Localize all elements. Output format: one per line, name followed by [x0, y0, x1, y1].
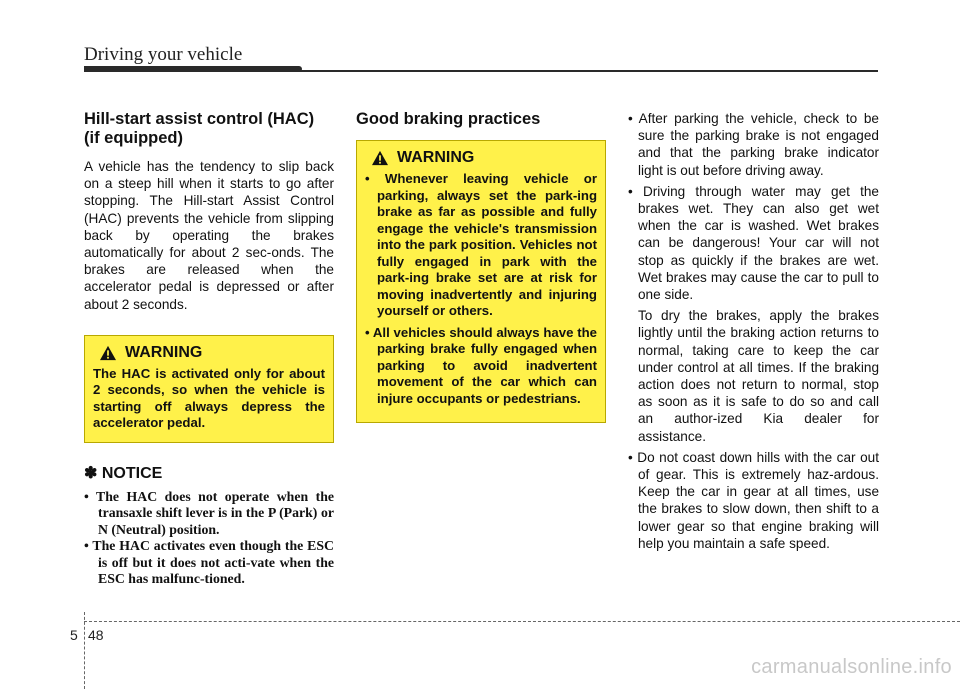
- list-item-text: • Do not coast down hills with the car out of gear. This is extremely haz-ardous. Keep the car in gear at all times, use the brakes to slow down, then shift to a lower gear so that engine braking will help you maintain a safe speed.: [628, 449, 879, 551]
- braking-heading: Good braking practices: [356, 110, 541, 128]
- page-number: 48: [88, 627, 104, 643]
- list-item-subparagraph: To dry the brakes, apply the brakes lightly until the braking action returns to normal, taking care to keep the car under control at all times. If the braking action does not return to normal, stop as soon as it is safe to do so and call an author-ized Kia dealer for assistance.: [638, 308, 879, 444]
- footer-rule: [84, 621, 960, 622]
- chapter-number: 5: [70, 627, 78, 643]
- list-item-text: • After parking the vehicle, check to be sure the parking brake is not engaged and that the parking brake indicator light is out before driving away.: [628, 111, 879, 178]
- list-item: [624, 110, 879, 179]
- braking-warning-box: [356, 140, 606, 423]
- section-title: Driving your vehicle: [84, 44, 243, 65]
- hac-warning-header: [99, 344, 325, 362]
- header-rule-thin: [84, 70, 878, 72]
- warning-triangle-icon: [371, 150, 389, 166]
- braking-warning-title: WARNING: [397, 149, 475, 166]
- hac-warning-text: The HAC is activated only for about 2 seconds, so when the vehicle is starting off always depress the accelerator pedal.: [93, 365, 325, 431]
- list-item-text: • Driving through water may get the brakes wet. They can also get wet when the car is washed. Wet brakes can be dangerous! Your car will not stop as quickly if the brakes are wet. Wet brakes may cause the car to pull to one side.: [628, 183, 879, 303]
- column-braking-tips: [624, 110, 879, 556]
- hac-heading: Hill-start assist control (HAC) (if equipped): [84, 110, 315, 147]
- warning-item: • Whenever leaving vehicle or parking, always set the park-ing brake as far as possible and fully engage the vehicle's transmission into the park position. Vehicles not fully engaged in park with the park-ing brake set are at risk for moving inadvertently and injuring yourself or others.: [365, 171, 597, 318]
- watermark: carmanualsonline.info: [751, 656, 952, 678]
- warning-triangle-icon: [99, 345, 117, 361]
- list-item: [624, 449, 879, 552]
- braking-warning-header: [371, 149, 597, 167]
- column-hac: [84, 110, 334, 588]
- column-braking: [356, 110, 606, 423]
- braking-warning-list: [365, 171, 597, 407]
- hac-warning-box: [84, 335, 334, 443]
- warning-item: • All vehicles should always have the parking brake fully engaged when parking to avoid inadvertent movement of the car which can injure occupants or pedestrians.: [365, 324, 597, 406]
- notice-heading: ✽ NOTICE: [84, 464, 163, 482]
- hac-body: A vehicle has the tendency to slip back on a steep hill when it starts to go after stopping. The Hill-start Assist Control (HAC) prevents the vehicle from slipping back by operating the brakes automatically for about 2 sec-onds. The brakes are released when the accelerator pedal is depressed or after about 2 seconds.: [84, 159, 334, 312]
- notice-item: • The HAC activates even though the ESC is off but it does not acti-vate when the ESC has malfunc-tioned.: [84, 538, 334, 587]
- footer-vertical-rule: [84, 612, 85, 689]
- notice-list: [84, 489, 334, 588]
- hac-warning-title: WARNING: [125, 343, 203, 361]
- notice-item: • The HAC does not operate when the transaxle shift lever is in the P (Park) or N (Neutral) position.: [84, 488, 334, 537]
- braking-tips-list: [624, 110, 879, 552]
- list-item: [624, 183, 879, 445]
